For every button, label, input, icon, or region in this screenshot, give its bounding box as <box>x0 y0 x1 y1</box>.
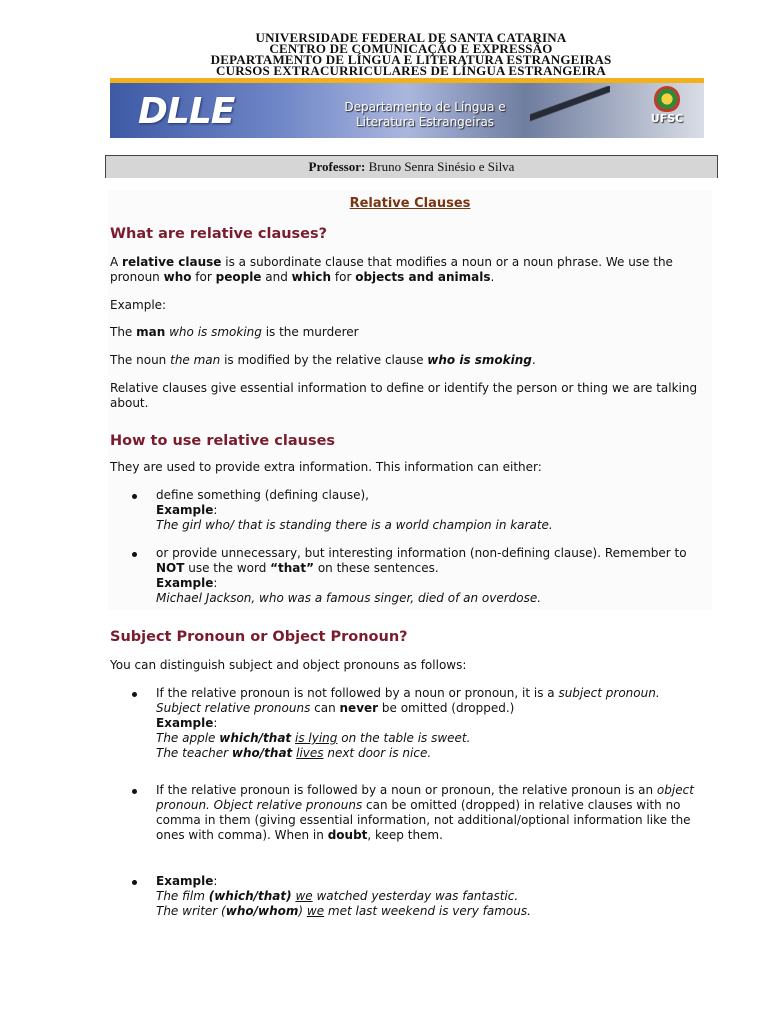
bullet-defining: define something (defining clause), Example: The girl who/ that is standing there is a world champion in karate. <box>156 488 553 532</box>
paragraph-extra-info: They are used to provide extra information. This information can either: <box>110 460 542 474</box>
bullet-dot <box>132 789 137 794</box>
header-line-department: DEPARTAMENTO DE LÍNGUA E LITERATURA ESTRANGEIRAS <box>210 52 612 67</box>
ufsc-seal <box>644 86 690 134</box>
heading-what-are: What are relative clauses? <box>110 226 328 242</box>
dlle-logo: DLLE <box>138 91 235 132</box>
professor-name: Bruno Senra Sinésio e Silva <box>368 159 515 174</box>
bullet-dot <box>132 552 137 557</box>
pen-image <box>530 86 610 126</box>
ufsc-crest-icon <box>654 86 680 112</box>
bullet-dot <box>132 880 137 885</box>
paragraph-definition: A relative clause is a subordinate clause that modifies a noun or a noun phrase. We use the pronoun who for people and which for objects and animals. <box>110 255 673 284</box>
bullet-dot <box>132 692 137 697</box>
document-body-lower <box>108 610 712 920</box>
header-line-university: UNIVERSIDADE FEDERAL DE SANTA CATARINA <box>255 30 567 45</box>
dlle-banner <box>110 78 704 138</box>
banner-dept-line2: Literatura Estrangeiras <box>355 115 495 129</box>
example-label: Example: <box>110 298 167 312</box>
bullet-subject-pronoun: If the relative pronoun is not followed by a noun or pronoun, it is a subject pronoun. Subject relative pronouns can never be omitted (dropped.) Example: The apple which/that is lying on the table is sweet. The teacher who/that lives next door is nice. <box>156 686 660 760</box>
university-header <box>0 32 768 76</box>
banner-department-name <box>340 100 510 130</box>
heading-how-to-use: How to use relative clauses <box>110 433 336 449</box>
example-sentence-1: The man who is smoking is the murderer <box>110 325 359 339</box>
banner-dept-line1: Departamento de Língua e <box>344 100 506 114</box>
paragraph-distinguish: You can distinguish subject and object pronouns as follows: <box>110 658 467 672</box>
ufsc-label: UFSC <box>650 112 684 125</box>
professor-label: Professor: <box>308 159 366 174</box>
paragraph-essential-info: Relative clauses give essential information to define or identify the person or thing we are talking about. <box>110 381 698 410</box>
header-line-center: CENTRO DE COMUNICAÇÃO E EXPRESSÃO <box>269 41 553 56</box>
heading-subject-object: Subject Pronoun or Object Pronoun? <box>110 629 408 645</box>
example-sentence-2: The noun the man is modified by the relative clause who is smoking. <box>110 353 536 367</box>
professor-box <box>105 155 718 178</box>
bullet-object-pronoun: If the relative pronoun is followed by a noun or pronoun, the relative pronoun is an object pronoun. Object relative pronouns can be omitted (dropped) in relative clauses with no comma in them (giving essential information, not additional/optional information like the ones with comma). When in doubt, keep them. <box>156 783 694 842</box>
bullet-dot <box>132 494 137 499</box>
bullet-non-defining: or provide unnecessary, but interesting information (non-defining clause). Remember to NOT use the word “that” on these sentences. Example: Michael Jackson, who was a famous singer, died of an overdose. <box>156 546 687 605</box>
header-line-courses: CURSOS EXTRACURRICULARES DE LÍNGUA ESTRANGEIRA <box>216 63 606 78</box>
document-title-link[interactable]: Relative Clauses <box>349 196 471 211</box>
bullet-object-example: Example: The film (which/that) we watched yesterday was fantastic. The writer (who/whom) we met last weekend is very famous. <box>156 874 531 918</box>
